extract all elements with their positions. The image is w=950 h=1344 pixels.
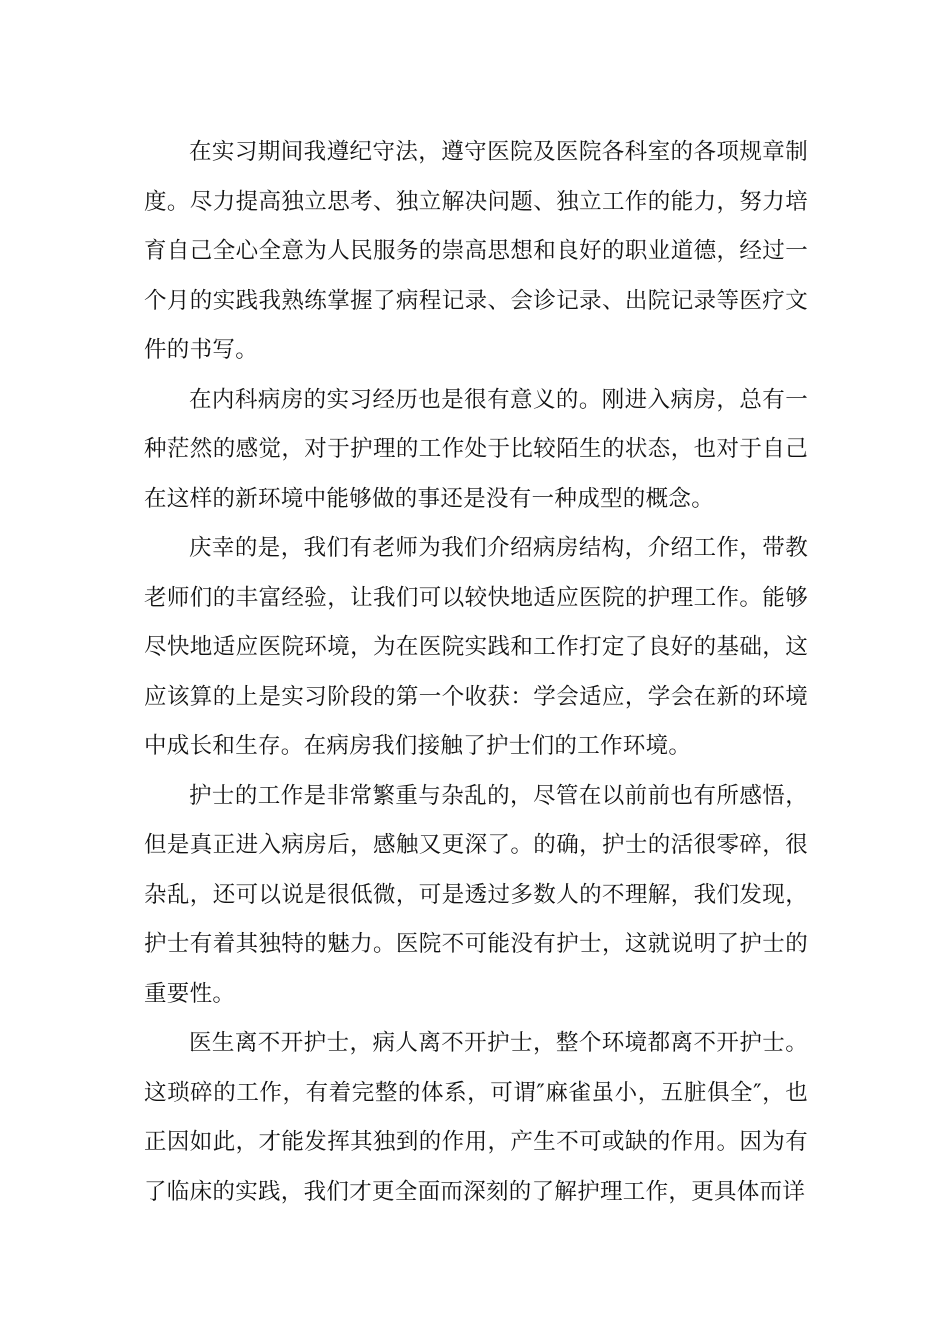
paragraph-1: 在实习期间我遵纪守法，遵守医院及医院各科室的各项规章制度。尽力提高独立思考、独立解决问题、独立工作的能力，努力培育自己全心全意为人民服务的崇高思想和良好的职业道德，经过一个月的实践我熟练掌握了病程记录、会诊记录、出院记录等医疗文件的书写。 bbox=[144, 139, 808, 363]
document-body bbox=[144, 128, 808, 1217]
paragraph-4: 护士的工作是非常繁重与杂乱的，尽管在以前前也有所感悟，但是真正进入病房后，感触又更深了。的确，护士的活很零碎，很杂乱，还可以说是很低微，可是透过多数人的不理解，我们发现，护士有着其独特的魅力。医院不可能没有护士，这就说明了护士的重要性。 bbox=[144, 782, 808, 1007]
paragraph-5: 医生离不开护士，病人离不开护士，整个环境都离不开护士。这琐碎的工作，有着完整的体系，可谓″麻雀虽小，五脏俱全″，也正因如此，才能发挥其独到的作用，产生不可或缺的作用。因为有了临床的实践，我们才更全面而深刻的了解护理工作，更具体而详 bbox=[144, 1030, 808, 1205]
paragraph-2: 在内科病房的实习经历也是很有意义的。刚进入病房，总有一种茫然的感觉，对于护理的工作处于比较陌生的状态，也对于自己在这样的新环境中能够做的事还是没有一种成型的概念。 bbox=[144, 386, 808, 512]
paragraph-3: 庆幸的是，我们有老师为我们介绍病房结构，介绍工作，带教老师们的丰富经验，让我们可以较快地适应医院的护理工作。能够尽快地适应医院环境，为在医院实践和工作打定了良好的基础，这应该算的上是实习阶段的第一个收获：学会适应，学会在新的环境中成长和生存。在病房我们接触了护士们的工作环境。 bbox=[144, 535, 808, 759]
